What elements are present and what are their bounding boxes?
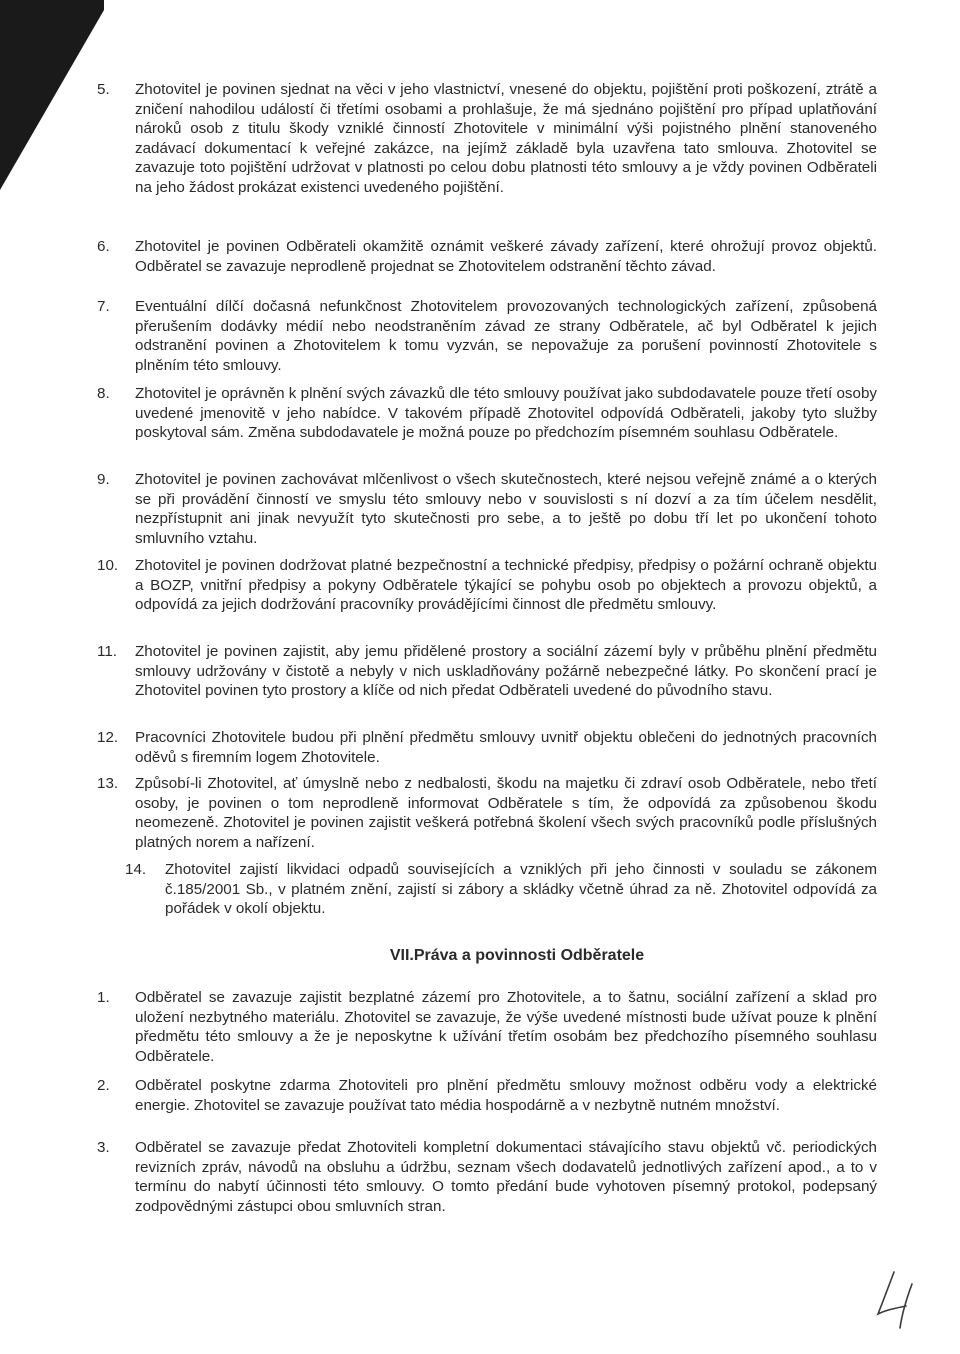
list-item xyxy=(97,1138,877,1224)
item-number: 1. xyxy=(97,989,110,1006)
item-number: 13. xyxy=(97,775,119,792)
item-number: 12. xyxy=(97,729,119,746)
scan-corner-mark xyxy=(0,0,110,200)
item-text: Způsobí-li Zhotovitel, ať úmyslně nebo z nedbalosti, škodu na majetku či zdraví osob Odběratele, nebo třetí osoby, je povinen o tom neprodleně informovat Odběratele s tím, že odpovídá za způsobenou škodu neomezeně. Zhotovitel je povinen zajistit veškerá potřebná školení všech svých pracovníků podle příslušných platných norem a nařízení. xyxy=(135,775,877,851)
item-text: Eventuální dílčí dočasná nefunkčnost Zhotovitelem provozovaných technologických zařízení, způsobená přerušením dodávky médií nebo neodstraněním závad ze strany Odběratele, ač byl Odběratel k jejich odstranění povinen a Zhotovitelem k tomu vyzván, se nepovažuje za porušení povinností Zhotovitele s plněním této smlouvy. xyxy=(135,298,877,374)
list-item xyxy=(97,642,877,728)
item-number: 5. xyxy=(97,81,110,98)
item-text: Zhotovitel je povinen zajistit, aby jemu přidělené prostory a sociální zázemí byly v průběhu plnění předmětu smlouvy udržovány v čistotě a nebyly v nich uskladňovány požárně nebezpečné látky. Po skončení prací je Zhotovitel povinen tyto prostory a klíče od nich předat Odběrateli uvedené do původního stavu. xyxy=(135,643,877,700)
list-item xyxy=(97,988,877,1076)
list-item xyxy=(97,556,877,642)
list-item xyxy=(97,470,877,556)
item-list-a xyxy=(97,80,877,946)
list-item xyxy=(97,237,877,297)
item-text: Zhotovitel je oprávněn k plnění svých závazků dle této smlouvy používat jako subdodavatele pouze třetí osoby uvedené jmenovitě v jeho nabídce. V takovém případě Zhotovitel odpovídá Odběrateli, jakoby tyto služby poskytoval sám. Změna subdodavatele je možná pouze po předchozím písemném souhlasu Odběratele. xyxy=(135,385,877,442)
item-number: 9. xyxy=(97,471,110,488)
item-text: Zhotovitel je povinen Odběrateli okamžitě oznámit veškeré závady zařízení, které ohrožují provoz objektů. Odběratel se zavazuje neprodleně projednat se Zhotovitelem odstranění těchto závad. xyxy=(135,238,877,275)
item-text: Pracovníci Zhotovitele budou při plnění předmětu smlouvy uvnitř objektu oblečeni do jednotných pracovních oděvů s firemním logem Zhotovitele. xyxy=(135,729,877,766)
item-number: 6. xyxy=(97,238,110,255)
item-number: 3. xyxy=(97,1139,110,1156)
item-number: 14. xyxy=(125,861,147,878)
list-item xyxy=(97,297,877,384)
item-text: Odběratel se zavazuje zajistit bezplatné zázemí pro Zhotovitele, a to šatnu, sociální zařízení a sklad pro uložení nezbytného materiálu. Zhotovitel se zavazuje, že výše uvedené místnosti bude užívat pouze k plnění předmětu této smlouvy a že je neposkytne k užívání třetím osobám bez předchozího písemného souhlasu Odběratele. xyxy=(135,989,877,1065)
item-number: 7. xyxy=(97,298,110,315)
item-text: Zhotovitel je povinen sjednat na věci v jeho vlastnictví, vnesené do objektu, pojištění proti poškození, ztrátě a zničení nahodilou událostí či třetími osobami a prohlašuje, že má sjednáno pojištění pro případ uplatňování nároků osob z titulu škody vzniklé činností Zhotovitele v minimální výši pojistného plnění stanoveného zadávací dokumentací k veřejné zakázce, na jejímž základě byla uzavřena tato smlouva. Zhotovitel se zavazuje toto pojištění udržovat v platnosti po celou dobu platnosti této smlouvy a je vždy povinen Odběrateli na jeho žádost prokázat existenci uvedeného pojištění. xyxy=(135,81,877,196)
list-item xyxy=(97,728,877,774)
item-text: Zhotovitel je povinen dodržovat platné bezpečnostní a technické předpisy, předpisy o požární ochraně objektu a BOZP, vnitřní předpisy a pokyny Odběratele týkající se pohybu osob po objektech a provozu objektů, a odpovídá za jejich dodržování pracovníky provádějícími činnost dle předmětu smlouvy. xyxy=(135,557,877,614)
item-number: 10. xyxy=(97,557,119,574)
item-text: Odběratel se zavazuje předat Zhotoviteli kompletní dokumentaci stávajícího stavu objektů vč. periodických revizních zpráv, návodů na obsluhu a údržbu, seznam všech dodavatelů jednotlivých zařízení apod., a to v termínu do nabytí účinnosti této smlouvy. O tomto předání bude vyhotoven písemný protokol, podepsaný zodpovědnými zástupci obou smluvních stran. xyxy=(135,1139,877,1215)
section-title: VII.Práva a povinnosti Odběratele xyxy=(389,947,645,964)
item-text: Odběratel poskytne zdarma Zhotoviteli pro plnění předmětu smlouvy možnost odběru vody a elektrické energie. Zhotovitel se zavazuje používat tato média hospodárně a v nezbytně nutném množství. xyxy=(135,1077,877,1114)
item-text: Zhotovitel je povinen zachovávat mlčenlivost o všech skutečnostech, které nejsou veřejně známé a o kterých se při provádění činností ve smyslu této smlouvy nebo v souvislosti s ní dozví a za tím účelem nesdělit, nezpřístupnit ani jinak nevyužít tyto skutečnosti pro sebe, a to ještě po dobu tří let po ukončení tohoto smluvního vztahu. xyxy=(135,471,877,547)
list-item xyxy=(97,384,877,470)
item-number: 8. xyxy=(97,385,110,402)
item-text: Zhotovitel zajistí likvidaci odpadů souvisejících a vzniklých při jeho činnosti v souladu se zákonem č.185/2001 Sb., v platném znění, zajistí si zábory a skládky včetně úhrad za ně. Zhotovitel odpovídá za pořádek v okolí objektu. xyxy=(165,861,877,918)
handwritten-initials xyxy=(872,1270,932,1330)
list-item xyxy=(97,774,877,860)
list-item xyxy=(97,80,877,237)
item-number: 11. xyxy=(97,643,117,660)
list-item xyxy=(97,1076,877,1138)
document-page xyxy=(97,80,877,1224)
list-item xyxy=(125,860,877,946)
item-number: 2. xyxy=(97,1077,110,1094)
item-list-b xyxy=(97,988,877,1224)
